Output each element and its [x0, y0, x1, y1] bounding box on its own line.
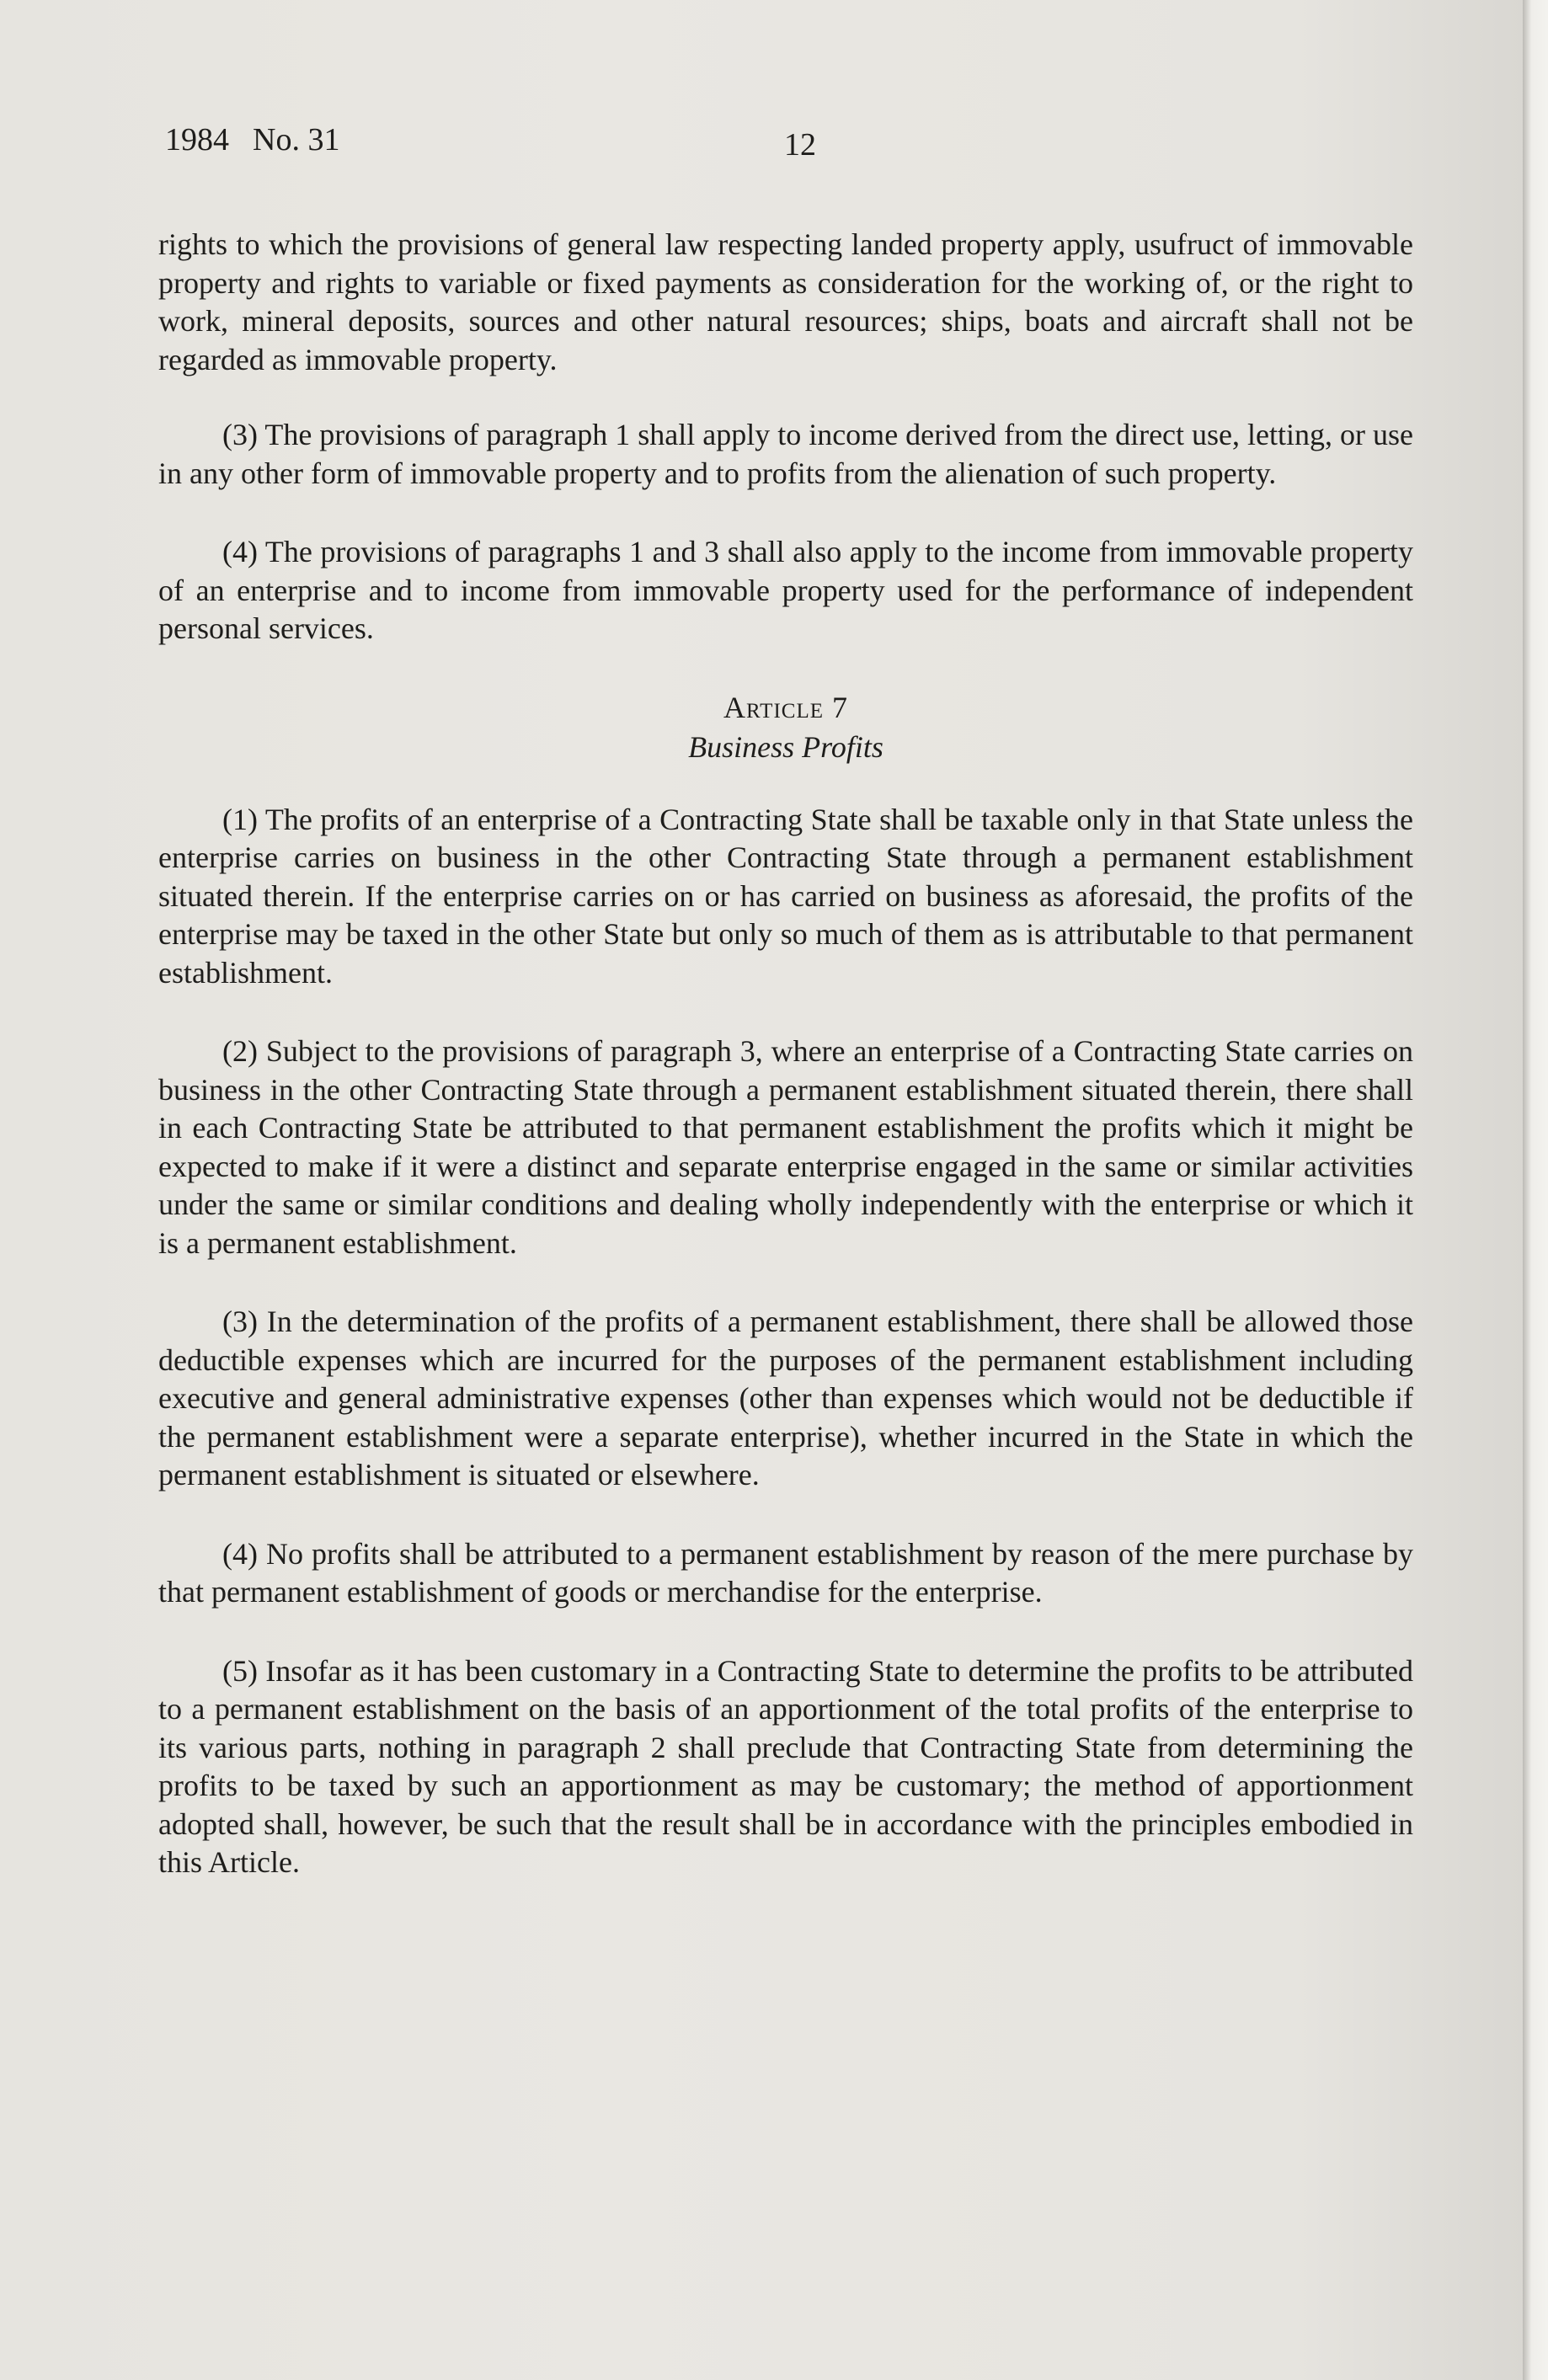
document-body: [158, 226, 1413, 1923]
article-paragraph-3: (3) In the determination of the profits of a permanent establishment, there shall be allowed those deductible expenses which are incurred for the purposes of the permanent establishment including executive and general administrative expenses (other than expenses which would not be deductible if the permanent establishment were a separate enterprise), whether incurred in the State in which the permanent establishment is situated or elsewhere.: [158, 1305, 1413, 1492]
article-title: Business Profits: [688, 730, 883, 764]
page-edge: [1523, 0, 1548, 2380]
article-paragraph-5: (5) Insofar as it has been customary in a Contracting State to determine the profits to be attributed to a permanent establishment on the basis of an apportionment of the total profits of the enterprise to its various parts, nothing in paragraph 2 shall preclude that Contracting State from determining the profits to be taxed by such an apportionment as may be customary; the method of apportionment adopted shall, however, be such that the result shall be in accordance with the principles embodied in this Article.: [158, 1653, 1413, 1879]
page-number: 12: [784, 127, 816, 163]
paragraph-continued: rights to which the provisions of general law respecting landed property apply, usufruct of immovable property and rights to variable or fixed payments as consideration for the working of, or the right to work, mineral deposits, sources and other natural resources; ships, boats and aircraft shall not be regarded as immovable property.: [158, 227, 1413, 376]
article-paragraph-1: (1) The profits of an enterprise of a Contracting State shall be taxable only in that State unless the enterprise carries on business in the other Contracting State through a permanent establishment situated therein. If the enterprise carries on or has carried on business as aforesaid, the profits of the enterprise may be taxed in the other State but only so much of them as is attributable to that permanent establishment.: [158, 802, 1413, 990]
document-year: 1984: [165, 122, 229, 157]
article-paragraph-4: (4) No profits shall be attributed to a permanent establishment by reason of the mere purchase by that permanent establishment of goods or merchandise for the enterprise.: [158, 1536, 1413, 1609]
page-header: [165, 121, 1412, 163]
paragraph-4: (4) The provisions of paragraphs 1 and 3 shall also apply to the income from immovable property of an enterprise and to income from immovable property used for the performance of independent personal services.: [158, 535, 1413, 645]
article-heading: Article 7: [723, 690, 848, 724]
paragraph-3: (3) The provisions of paragraph 1 shall apply to income derived from the direct use, letting, or use in any other form of immovable property and to profits from the alienation of such property.: [158, 418, 1413, 490]
document-number: No. 31: [253, 122, 340, 157]
document-reference: [165, 121, 339, 158]
article-paragraph-2: (2) Subject to the provisions of paragraph 3, where an enterprise of a Contracting State carries on business in the other Contracting State through a permanent establishment situated therein, there shall in each Contracting State be attributed to that permanent establishment the profits which it might be expected to make if it were a distinct and separate enterprise engaged in the same or similar activities under the same or similar conditions and dealing wholly independently with the enterprise or which it is a permanent establishment.: [158, 1034, 1413, 1260]
